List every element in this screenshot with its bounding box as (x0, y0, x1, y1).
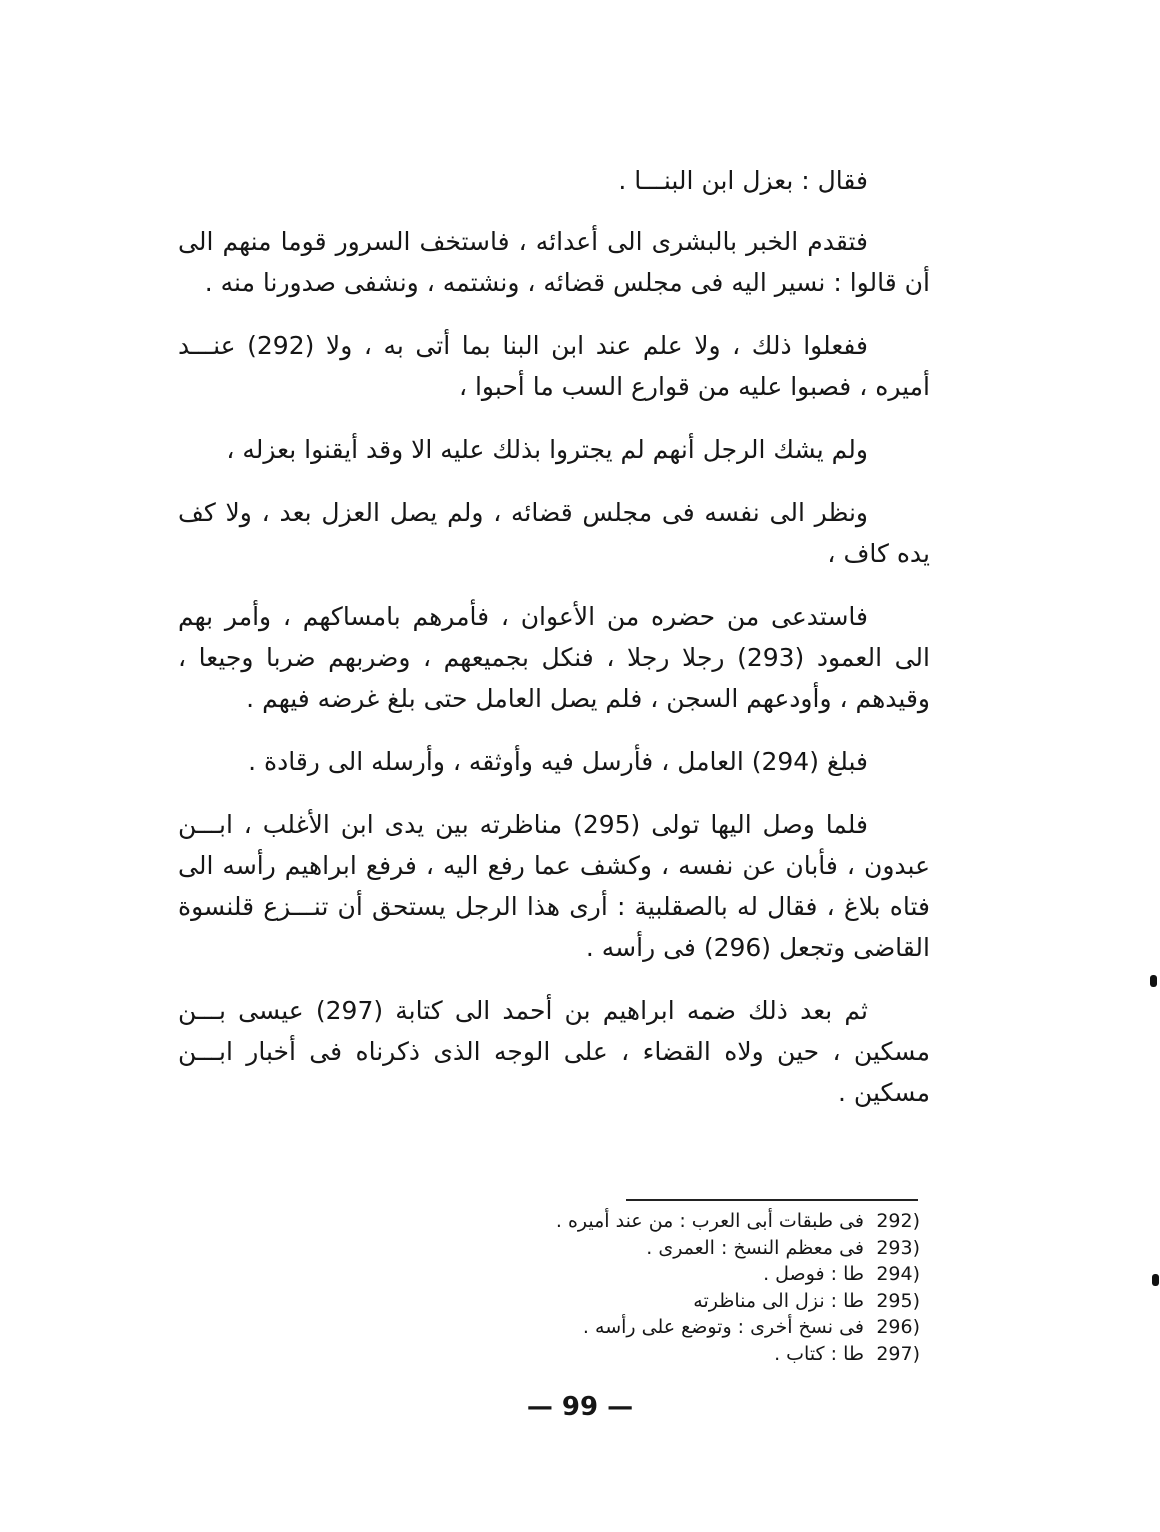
footnote-text: طا : فوصل . (763, 1263, 864, 1285)
footnote-text: طا : نزل الى مناظرته (693, 1289, 864, 1312)
paragraph: فتقدم الخبر بالبشرى الى أعدائه ، فاستخف السرور قوما منهم الى أن قالوا : نسير اليه فى مجلس قضائه ، ونشتمه ، ونشفى صدورنا منه . (178, 227, 930, 297)
footnote (420, 1208, 920, 1235)
footnote-number: 292) (876, 1210, 920, 1232)
paragraph: فاستدعى من حضره من الأعوان ، فأمرهم بامساكهم ، وأمر بهم الى العمود (293) رجلا رجلا ، فنكل بجميعهم ، وضربهم ضربا وجيعا ، وقيدهم ، وأودعهم السجن ، فلم يصل العامل حتى بلغ غرضه فيهم . (178, 602, 930, 713)
footnote (420, 1261, 920, 1288)
footnote-text: فى معظم النسخ : العمرى . (646, 1236, 864, 1259)
footnote (420, 1288, 920, 1315)
footnote-number: 297) (876, 1342, 920, 1365)
footnote-divider (626, 1199, 918, 1201)
footnote-text: طا : كتاب . (774, 1342, 864, 1365)
footnote (420, 1314, 920, 1341)
footnote-number: 293) (876, 1236, 920, 1259)
paragraph: ونظر الى نفسه فى مجلس قضائه ، ولم يصل العزل بعد ، ولا كف يده كاف ، (178, 498, 930, 568)
paragraph: فبلغ (294) العامل ، فأرسل فيه وأوثقه ، وأرسله الى رقادة . (248, 747, 868, 776)
margin-mark (1150, 975, 1157, 987)
footnote-number: 296) (876, 1316, 920, 1338)
footnote (420, 1341, 920, 1368)
footnote (420, 1235, 920, 1262)
paragraph: ففعلوا ذلك ، ولا علم عند ابن البنا بما أتى به ، ولا (292) عنـــد أميره ، فصبوا عليه من قوارع السب ما أحبوا ، (178, 331, 930, 401)
paragraph: ثم بعد ذلك ضمه ابراهيم بن أحمد الى كتابة (297) عيسى بـــن مسكين ، حين ولاه القضاء ، على الوجه الذى ذكرناه فى أخبار ابـــن مسكين . (178, 996, 930, 1107)
paragraph: فلما وصل اليها تولى (295) مناظرته بين يدى ابن الأغلب ، ابـــن عبدون ، فأبان عن نفسه ، وكشف عما رفع اليه ، فرفع ابراهيم رأسه الى فتاه بلاغ ، فقال له بالصقلبية : أرى هذا الرجل يستحق أن تنـــزع قلنسوة القاضى وتجعل (296) فى رأسه . (178, 810, 930, 962)
footnote-number: 294) (876, 1263, 920, 1285)
footnote-text: فى نسخ أخرى : وتوضع على رأسه . (582, 1316, 864, 1338)
paragraph: فقال : بعزل ابن البنـــا . (618, 166, 868, 195)
page-number: — 99 — (526, 1392, 634, 1422)
footnotes (420, 1208, 920, 1367)
margin-mark (1152, 1274, 1159, 1286)
footnote-text: فى طبقات أبى العرب : من عند أميره . (555, 1210, 864, 1232)
footnote-number: 295) (876, 1289, 920, 1312)
paragraph: ولم يشك الرجل أنهم لم يجتروا بذلك عليه الا وقد أيقنوا بعزله ، (226, 435, 868, 464)
main-text (178, 160, 930, 1135)
